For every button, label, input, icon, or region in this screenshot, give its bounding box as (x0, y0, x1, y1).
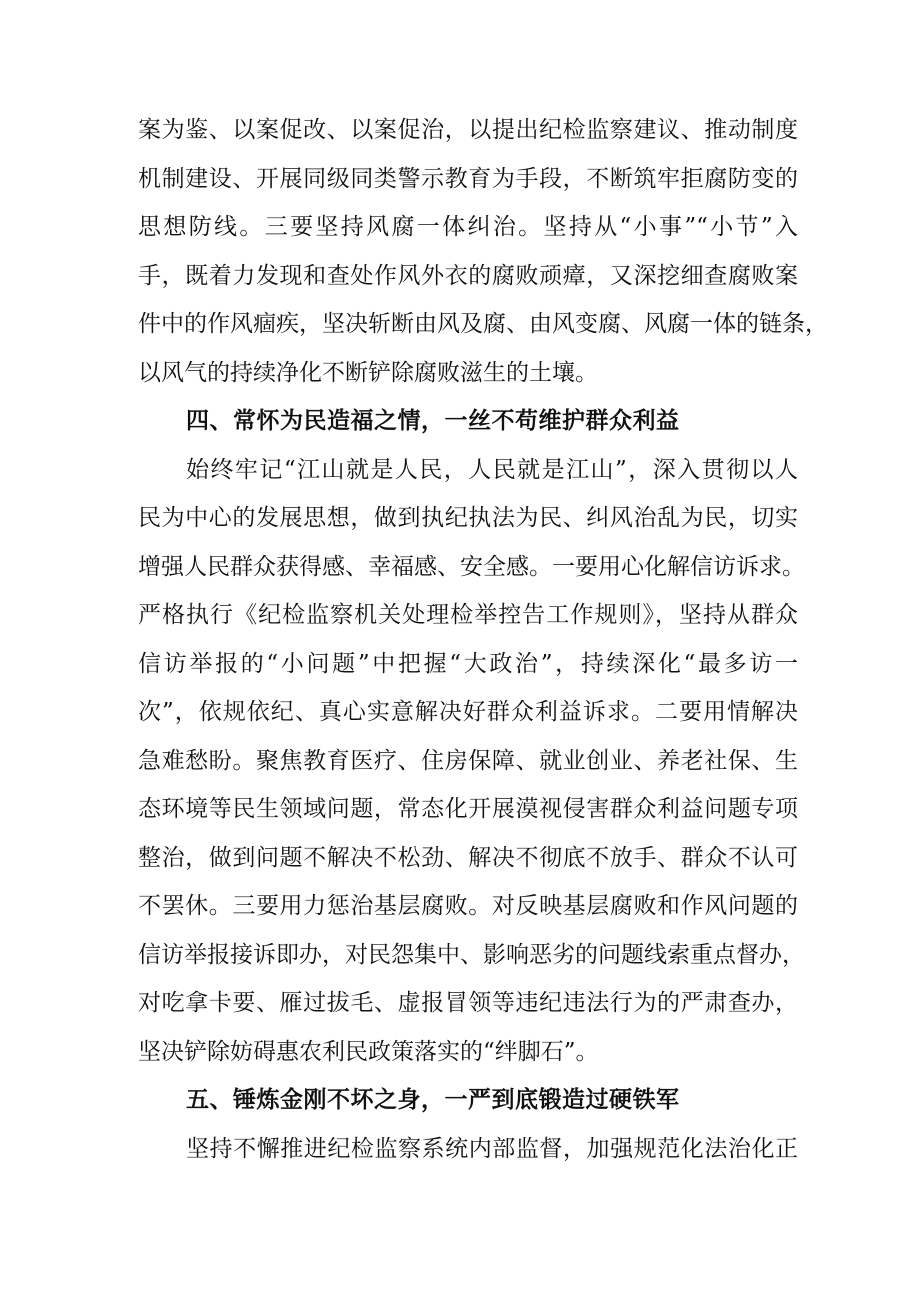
paragraph-line: 整治，做到问题不解决不松劲、解决不彻底不放手、群众不认可 (138, 845, 798, 871)
paragraph-line: 坚持不懈推进纪检监察系统内部监督，加强规范化法治化正 (186, 1136, 798, 1162)
paragraph-line: 信访举报的“小问题”中把握“大政治”，持续深化“最多访一 (138, 651, 798, 677)
paragraph-line: 不罢休。三要用力惩治基层腐败。对反映基层腐败和作风问题的 (138, 893, 798, 919)
section-heading-5: 五、锤炼金刚不坏之身，一严到底锻造过硬铁军 (186, 1087, 680, 1113)
paragraph-line: 以风气的持续净化不断铲除腐败滋生的土壤。 (138, 360, 598, 386)
paragraph-line: 急难愁盼。聚焦教育医疗、住房保障、就业创业、养老社保、生 (138, 748, 798, 774)
paragraph-line: 始终牢记“江山就是人民，人民就是江山”，深入贯彻以人 (186, 457, 798, 483)
paragraph-line: 件中的作风痼疾，坚决斩断由风及腐、由风变腐、风腐一体的链条， (138, 311, 828, 337)
paragraph-line: 态环境等民生领域问题，常态化开展漠视侵害群众利益问题专项 (138, 796, 798, 822)
paragraph-line: 民为中心的发展思想，做到执纪执法为民、纠风治乱为民，切实 (138, 505, 798, 531)
paragraph-line: 增强人民群众获得感、幸福感、安全感。一要用心化解信访诉求。 (138, 554, 805, 580)
paragraph-line: 手，既着力发现和查处作风外衣的腐败顽瘴，又深挖细查腐败案 (138, 263, 798, 289)
paragraph-line: 思想防线。三要坚持风腐一体纠治。坚持从“小事”“小节”入 (138, 214, 798, 240)
paragraph-line: 信访举报接诉即办，对民怨集中、影响恶劣的问题线索重点督办， (138, 942, 805, 968)
section-heading-4: 四、常怀为民造福之情，一丝不苟维护群众利益 (186, 408, 680, 434)
paragraph-line: 机制建设、开展同级同类警示教育为手段，不断筑牢拒腐防变的 (138, 166, 798, 192)
paragraph-line: 案为鉴、以案促改、以案促治，以提出纪检监察建议、推动制度 (138, 117, 798, 143)
paragraph-line: 次”，依规依纪、真心实意解决好群众利益诉求。二要用情解决 (138, 699, 798, 725)
paragraph-line: 坚决铲除妨碍惠农利民政策落实的“绊脚石”。 (138, 1039, 599, 1065)
paragraph-line: 对吃拿卡要、雁过拔毛、虚报冒领等违纪违法行为的严肃查办， (138, 990, 798, 1016)
paragraph-line: 严格执行《纪检监察机关处理检举控告工作规则》，坚持从群众 (138, 602, 798, 628)
